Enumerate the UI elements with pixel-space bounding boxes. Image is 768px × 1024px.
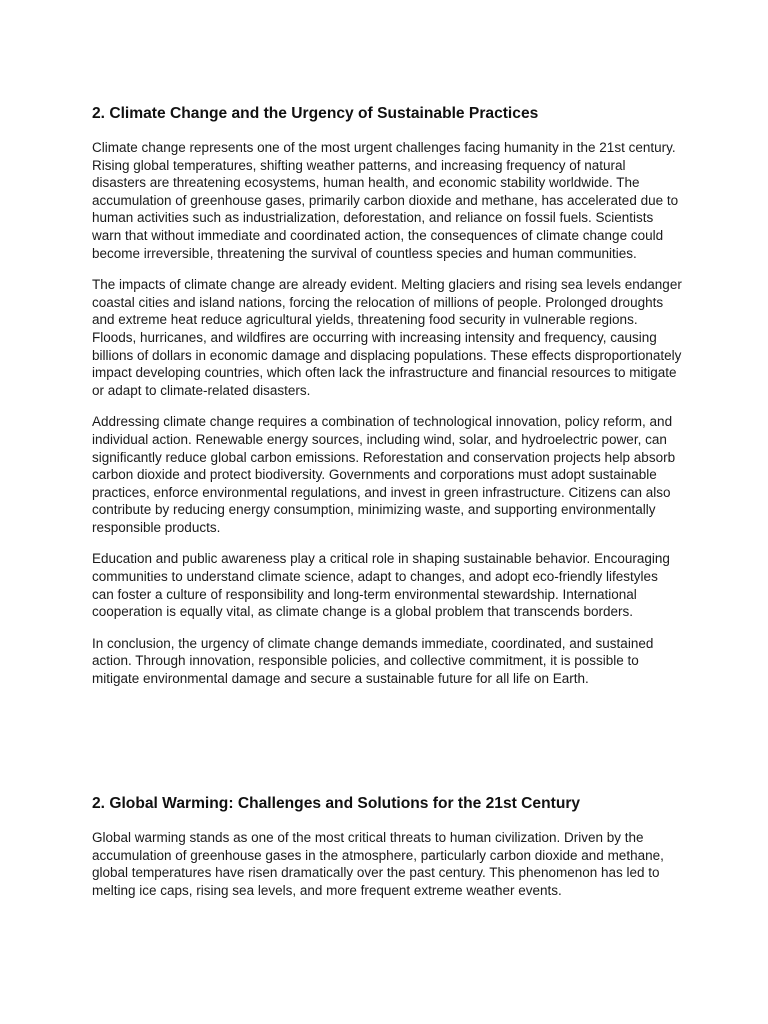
- section-heading: 2. Global Warming: Challenges and Solutions for the 21st Century: [92, 795, 581, 812]
- paragraph: In conclusion, the urgency of climate change demands immediate, coordinated, and sustained action. Through innovation, responsible policies, and collective commitment, it is possible to mitigate environmental damage and secure a sustainable future for all life on Earth.: [92, 635, 654, 687]
- section-global-warming: [92, 794, 682, 899]
- paragraph: Climate change represents one of the most urgent challenges facing humanity in the 21st century. Rising global temperatures, shifting weather patterns, and increasing frequency of natural disasters are threatening ecosystems, human health, and economic stability worldwide. The accumulation of greenhouse gases, primarily carbon dioxide and methane, has accelerated due to human activities such as industrialization, deforestation, and reliance on fossil fuels. Scientists warn that without immediate and coordinated action, the consequences of climate change could become irreversible, threatening the survival of countless species and human communities.: [92, 140, 679, 261]
- paragraph: The impacts of climate change are already evident. Melting glaciers and rising sea levels endanger coastal cities and island nations, forcing the relocation of millions of people. Prolonged droughts and extreme heat reduce agricultural yields, threatening food security in vulnerable regions. Floods, hurricanes, and wildfires are occurring with increasing intensity and frequency, causing billions of dollars in economic damage and displacing populations. These effects disproportionately impact developing countries, which often lack the infrastructure and financial resources to mitigate or adapt to climate-related disasters.: [92, 277, 682, 398]
- section-heading: 2. Climate Change and the Urgency of Sustainable Practices: [92, 105, 539, 122]
- section-climate-change: [92, 104, 682, 688]
- paragraph: Education and public awareness play a critical role in shaping sustainable behavior. Encouraging communities to understand climate science, adapt to changes, and adopt eco-friendly lifestyles can foster a culture of responsibility and long-term environmental stewardship. International cooperation is equally vital, as climate change is a global problem that transcends borders.: [92, 551, 670, 620]
- paragraph: Addressing climate change requires a combination of technological innovation, policy reform, and individual action. Renewable energy sources, including wind, solar, and hydroelectric power, can significantly reduce global carbon emissions. Reforestation and conservation projects help absorb carbon dioxide and protect biodiversity. Governments and corporations must adopt sustainable practices, enforce environmental regulations, and invest in green infrastructure. Citizens can also contribute by reducing energy consumption, minimizing waste, and supporting environmentally responsible products.: [92, 414, 676, 535]
- paragraph: Global warming stands as one of the most critical threats to human civilization. Driven by the accumulation of greenhouse gases in the atmosphere, particularly carbon dioxide and methane, global temperatures have risen dramatically over the past century. This phenomenon has led to melting ice caps, rising sea levels, and more frequent extreme weather events.: [92, 830, 664, 898]
